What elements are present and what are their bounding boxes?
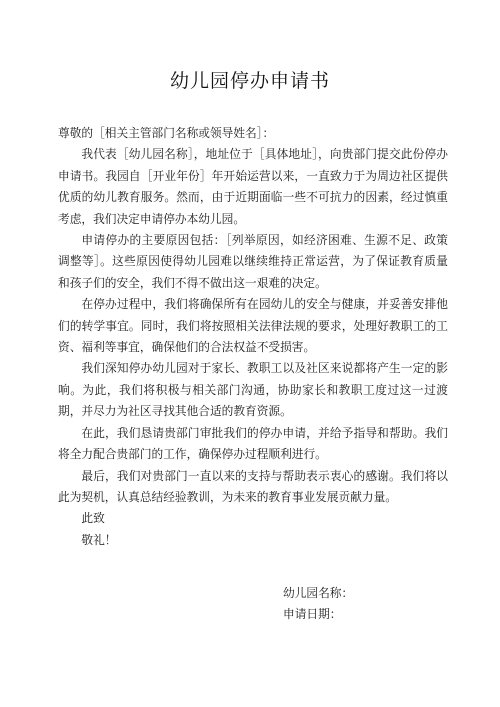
- signature-date-label: 申请日期：: [283, 607, 342, 622]
- salutation: 尊敬的［相关主管部门名称或领导姓名］：: [58, 126, 275, 140]
- signature-name-label: 幼儿园名称：: [283, 586, 354, 600]
- paragraph-request: 在此，我们恳请贵部门审批我们的停办申请，并给予指导和帮助。我们将全力配合贵部门的工作，确保停办过程顺利进行。: [58, 425, 448, 462]
- paragraph-process: 在停办过程中，我们将确保所有在园幼儿的安全与健康，并妥善安排他们的转学事宜。同时，我们将按照相关法律法规的要求，处理好教职工的工资、福利等事宜，确保他们的合法权益不受损害。: [58, 297, 448, 355]
- paragraph-introduction: 我代表［幼儿园名称］，地址位于［具体地址］，向贵部门提交此份停办申请书。我园自［开业年份］年开始运营以来，一直致力于为周边社区提供优质的幼儿教育服务。然而，由于近期面临一些不可抗力的因素，经过慎重考虑，我们决定申请停办本幼儿园。: [58, 147, 448, 226]
- document-body: [58, 123, 448, 551]
- paragraph-reasons: 申请停办的主要原因包括：［列举原因，如经济困难、生源不足、政策调整等］。这些原因使得幼儿园难以继续维持正常运营，为了保证教育质量和孩子们的安全，我们不得不做出这一艰难的决定。: [58, 233, 448, 290]
- paragraph-thanks: 最后，我们对贵部门一直以来的支持与帮助表示衷心的感谢。我们将以此为契机，认真总结经验教训，为未来的教育事业发展贡献力量。: [58, 468, 448, 504]
- signature-block: [283, 583, 463, 626]
- paragraph-impact: 我们深知停办幼儿园对于家长、教职工以及社区来说都将产生一定的影响。为此，我们将积极与相关部门沟通，协助家长和教职工度过这一过渡期，并尽力为社区寻找其他合适的教育资源。: [58, 361, 448, 419]
- closing-jingli: 敬礼！: [81, 532, 117, 547]
- document-title: 幼儿园停办申请书: [169, 70, 330, 92]
- closing-cizhi: 此致: [81, 511, 105, 526]
